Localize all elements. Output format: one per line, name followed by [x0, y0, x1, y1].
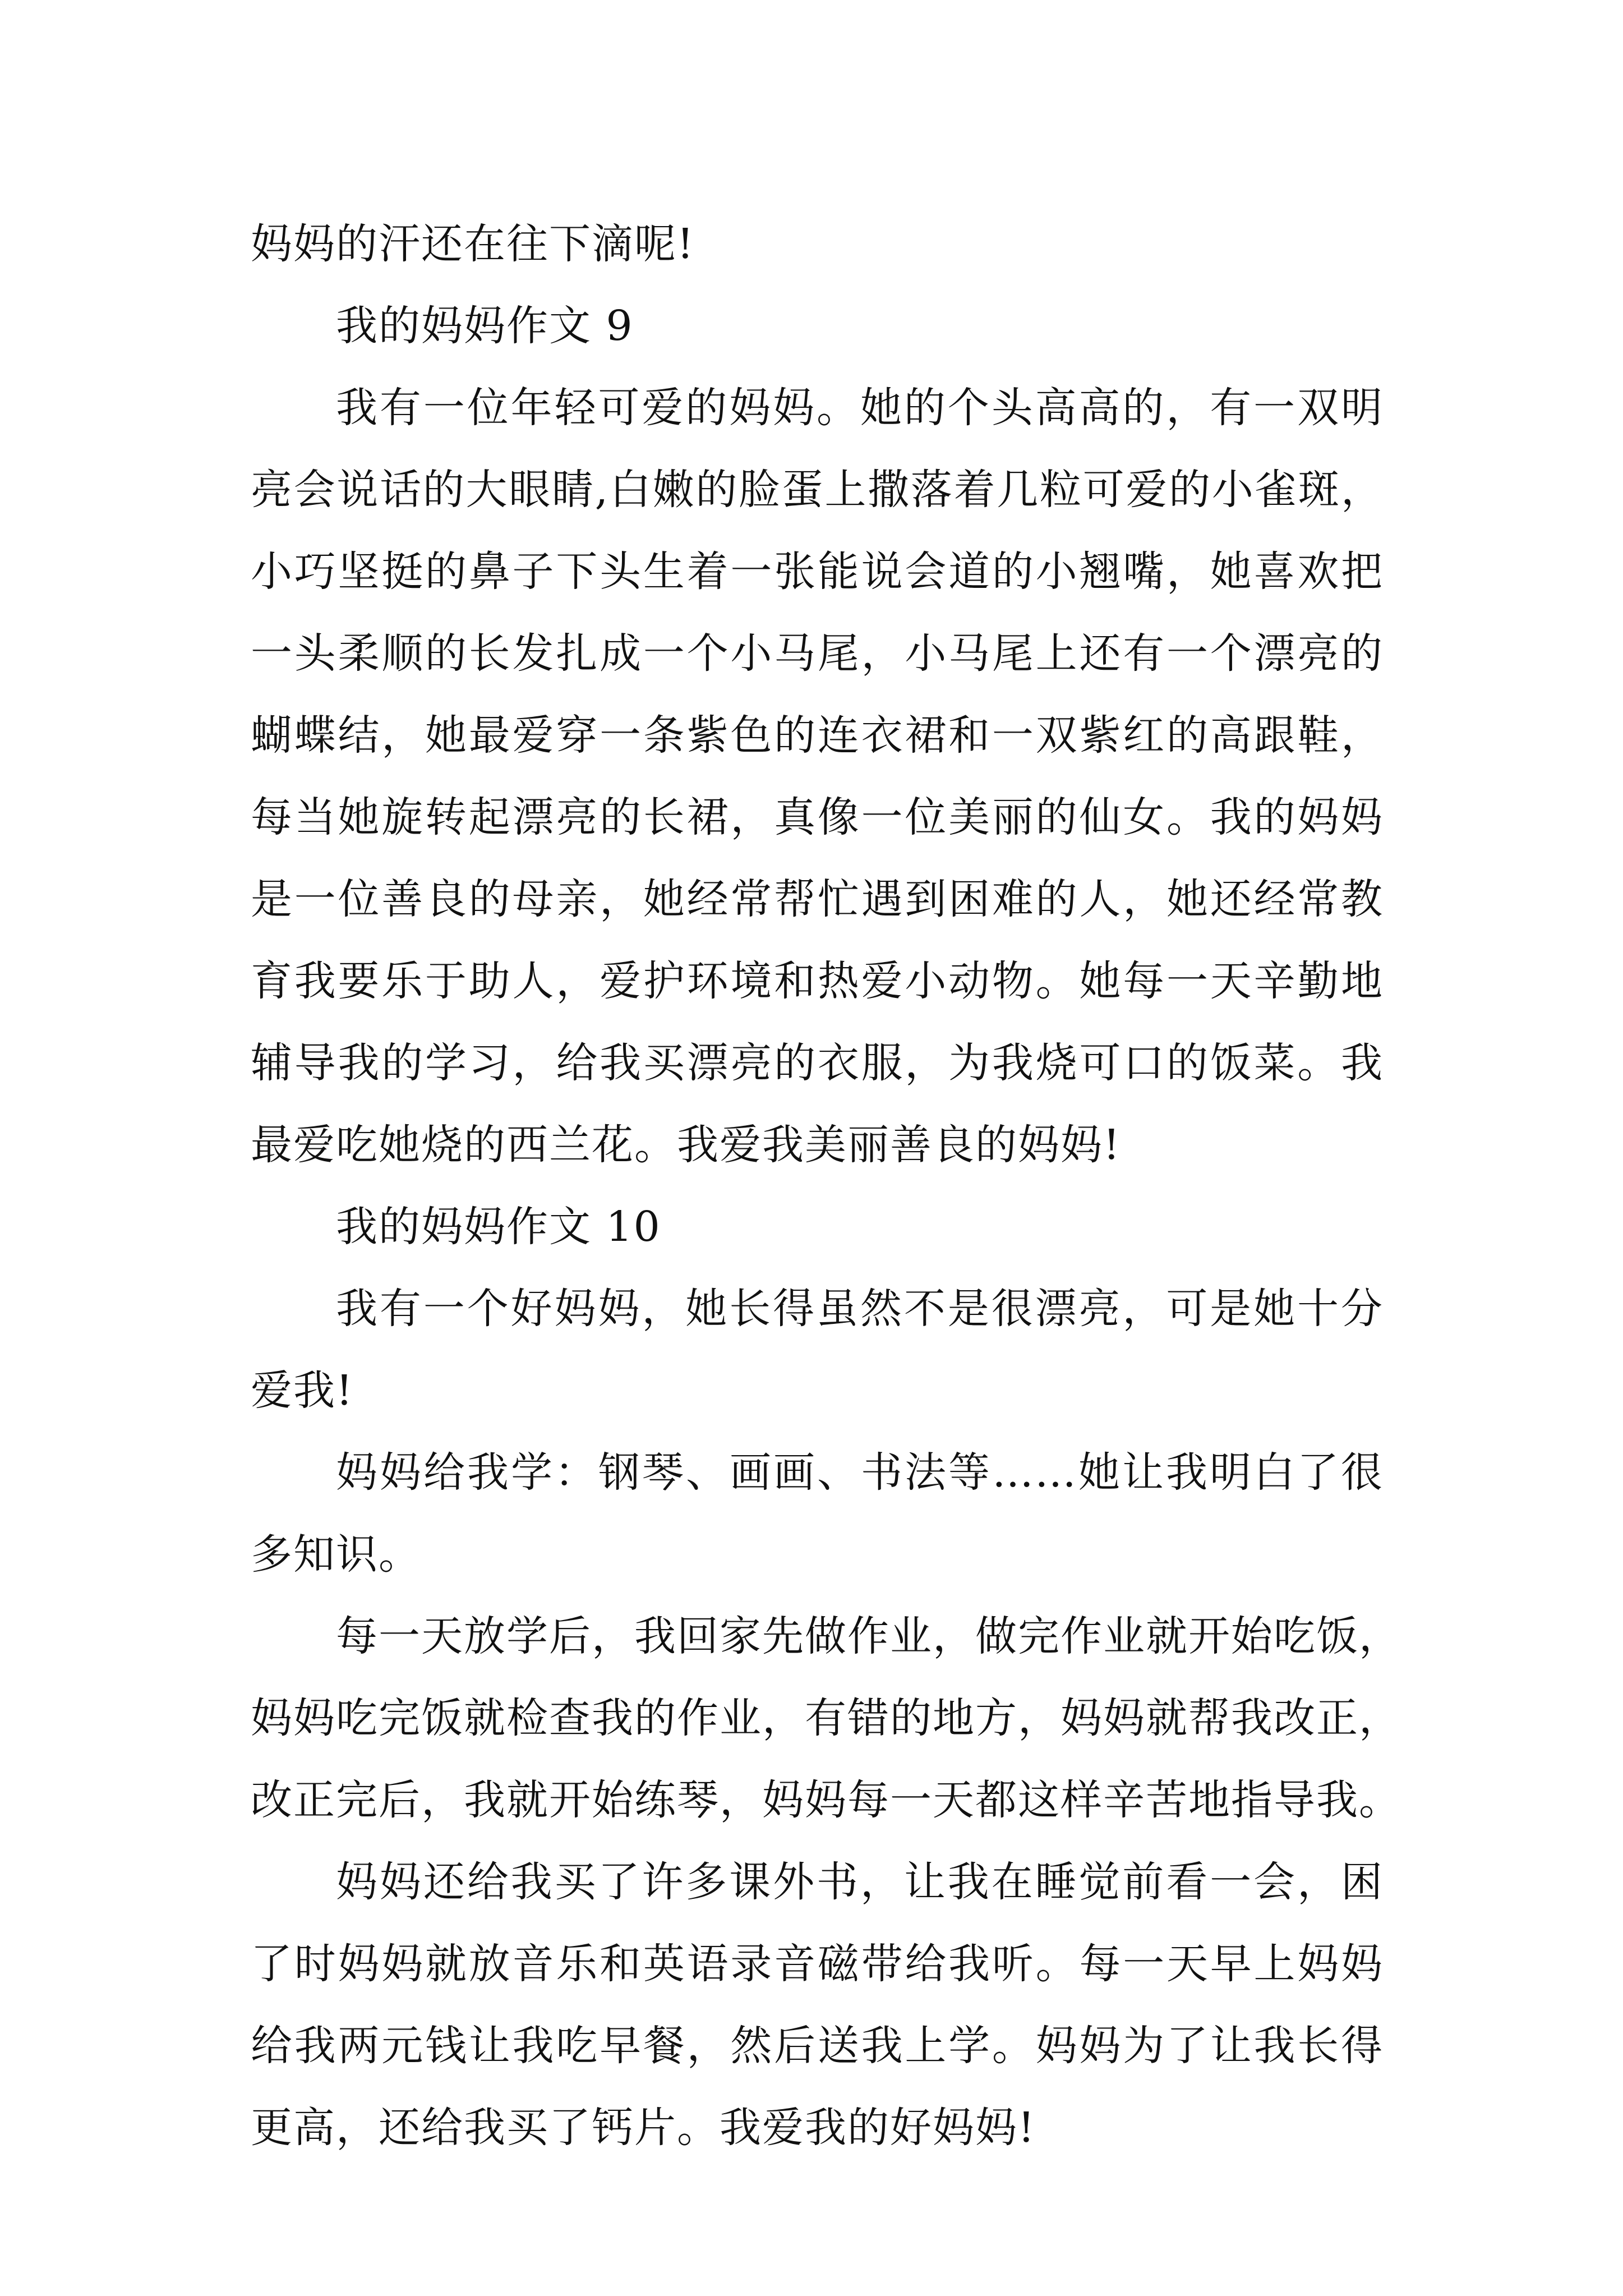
paragraph-line: 小巧坚挺的鼻子下头生着一张能说会道的小翘嘴，她喜欢把 [251, 547, 1384, 596]
paragraph-line: 给我两元钱让我吃早餐，然后送我上学。妈妈为了让我长得 [251, 2022, 1384, 2070]
paragraph-line: 爱我! [251, 1366, 354, 1415]
paragraph-line: 是一位善良的母亲，她经常帮忙遇到困难的人，她还经常教 [251, 875, 1384, 923]
paragraph-line: 妈妈给我学：钢琴、画画、书法等……她让我明白了很 [336, 1448, 1384, 1497]
paragraph-line: 妈妈还给我买了许多课外书，让我在睡觉前看一会，困 [336, 1858, 1384, 1906]
paragraph-line: 我有一位年轻可爱的妈妈。她的个头高高的，有一双明 [336, 384, 1384, 432]
paragraph-line: 妈妈的汗还在往下滴呢! [251, 220, 695, 268]
paragraph-line: 育我要乐于助人，爱护环境和热爱小动物。她每一天辛勤地 [251, 957, 1384, 1005]
paragraph-line: 亮会说话的大眼睛,白嫩的脸蛋上撒落着几粒可爱的小雀斑， [251, 466, 1384, 514]
paragraph-line: 我有一个好妈妈，她长得虽然不是很漂亮，可是她十分 [336, 1285, 1384, 1333]
paragraph-line: 每一天放学后，我回家先做作业，做完作业就开始吃饭， [336, 1612, 1401, 1660]
paragraph-line: 更高，还给我买了钙片。我爱我的好妈妈! [251, 2104, 1036, 2152]
section-heading-10: 我的妈妈作文 10 [336, 1203, 661, 1251]
paragraph-line: 一头柔顺的长发扎成一个小马尾，小马尾上还有一个漂亮的 [251, 629, 1384, 678]
paragraph-line: 了时妈妈就放音乐和英语录音磁带给我听。每一天早上妈妈 [251, 1940, 1384, 1988]
paragraph-line: 最爱吃她烧的西兰花。我爱我美丽善良的妈妈! [251, 1121, 1121, 1169]
paragraph-line: 辅导我的学习，给我买漂亮的衣服，为我烧可口的饭菜。我 [251, 1039, 1384, 1087]
paragraph-line: 妈妈吃完饭就检查我的作业，有错的地方，妈妈就帮我改正， [251, 1694, 1401, 1742]
section-heading-9: 我的妈妈作文 9 [336, 302, 634, 350]
paragraph-line: 改正完后，我就开始练琴，妈妈每一天都这样辛苦地指导我。 [251, 1776, 1401, 1824]
document-body [251, 203, 1401, 2169]
paragraph-line: 蝴蝶结，她最爱穿一条紫色的连衣裙和一双紫红的高跟鞋， [251, 711, 1384, 760]
paragraph-line: 每当她旋转起漂亮的长裙，真像一位美丽的仙女。我的妈妈 [251, 793, 1384, 841]
paragraph-line: 多知识。 [251, 1530, 421, 1579]
